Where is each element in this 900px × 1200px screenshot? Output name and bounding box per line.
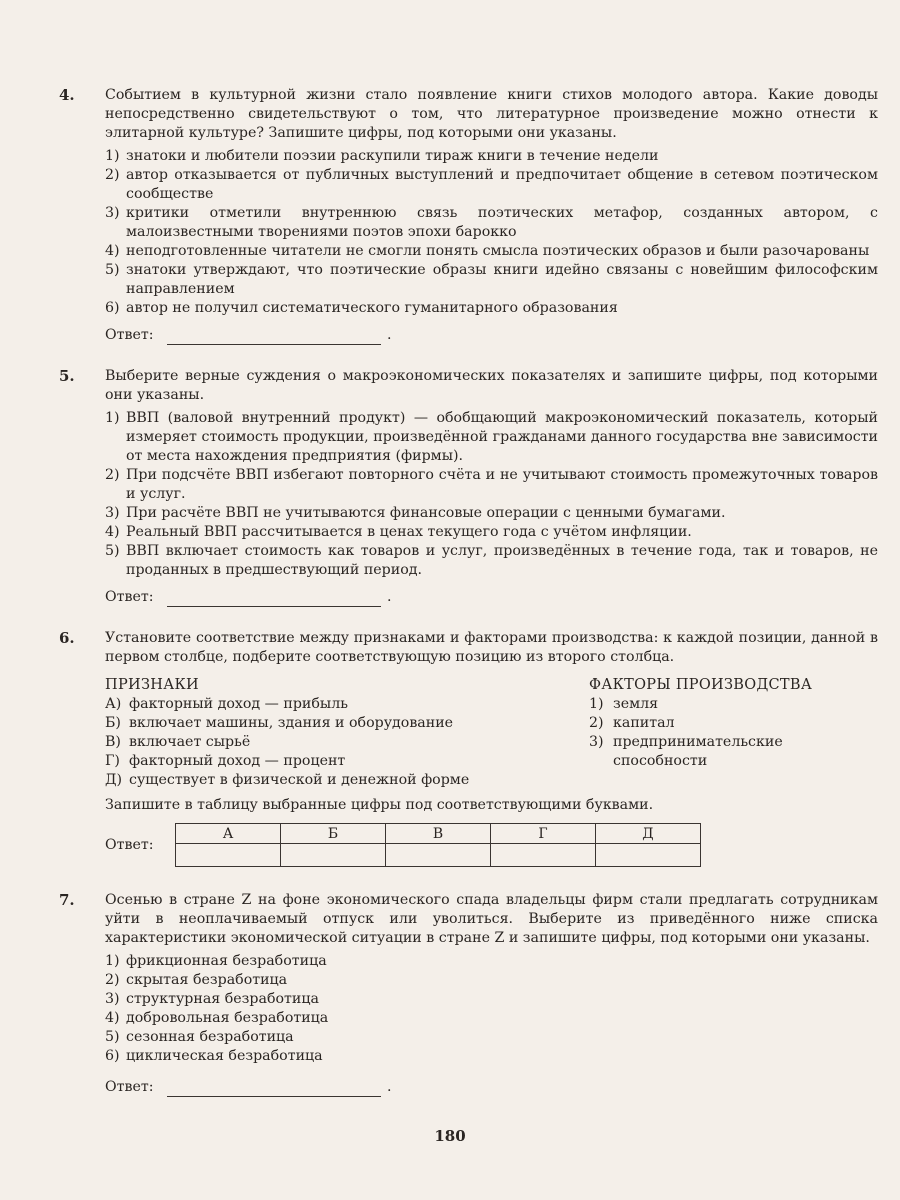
task-number: 6. — [59, 629, 75, 647]
task-5 — [59, 367, 878, 607]
task-number: 5. — [59, 367, 75, 385]
list-item: 6) автор не получил систематического гуманитарного образования — [105, 300, 618, 316]
matching-columns — [105, 677, 878, 790]
task-text: Событием в культурной жизни стало появление книги стихов молодого автора. Какие доводы непосредственно свидетельствуют о том, что литературное произведение можно отнести к элитарной культуре? Запишите цифры, под которыми они указаны. — [105, 87, 878, 141]
list-item: 3) предпринимательские способности — [589, 734, 783, 769]
list-item: 4) Реальный ВВП рассчитывается в ценах текущего года с учётом инфляции. — [105, 524, 692, 540]
answer-label: Ответ: — [105, 327, 154, 343]
task-6 — [59, 629, 878, 867]
list-item: 1) земля — [589, 696, 659, 712]
answer-label: Ответ: — [105, 589, 154, 605]
task-text: Осенью в стране Z на фоне экономического спада владельцы фирм стали предлагать сотрудникам уйти в неоплачиваемый отпуск или уволиться. Выберите из приведённого ниже списка характеристики экономической ситуации в стране Z и запишите цифры, под которыми они указаны. — [105, 892, 878, 946]
list-item: Б) включает машины, здания и оборудование — [105, 715, 454, 731]
list-item: 5) ВВП включает стоимость как товаров и услуг, произведённых в течение года, так и товаров, не проданных в предшествующий период. — [105, 543, 878, 578]
options-list — [105, 147, 878, 318]
answer-row: Ответ: . — [105, 327, 392, 343]
page-number: 180 — [434, 1127, 466, 1145]
list-item: 6) циклическая безработица — [105, 1048, 323, 1064]
task-number: 4. — [59, 86, 75, 104]
list-item: 4) добровольная безработица — [105, 1010, 329, 1026]
instruction: Запишите в таблицу выбранные цифры под соответствующими буквами. — [105, 797, 654, 813]
list-item: 2) автор отказывается от публичных выступлений и предпочитает общение в сетевом поэтическом сообществе — [105, 167, 878, 202]
table-header-cell: Г — [491, 824, 596, 844]
answer-field[interactable] — [167, 592, 381, 607]
options-list — [105, 409, 878, 580]
list-item: 2) скрытая безработица — [105, 972, 288, 988]
answer-cell[interactable] — [386, 844, 491, 867]
list-item: 1) ВВП (валовой внутренний продукт) — обобщающий макроэкономический показатель, который измеряет стоимость продукции, произведённой гражданами данного государства вне зависимости от места нахождения предприятия (фирмы). — [105, 410, 878, 464]
column-heading: ПРИЗНАКИ — [105, 677, 199, 693]
answer-table-row — [105, 823, 878, 867]
options-list — [105, 952, 878, 1066]
answer-label: Ответ: — [105, 837, 154, 853]
table-header-cell: Б — [281, 824, 386, 844]
list-item: 1) знатоки и любители поэзии раскупили тираж книги в течение недели — [105, 148, 659, 164]
list-item: 2) При подсчёте ВВП избегают повторного счёта и не учитывают стоимость промежуточных товаров и услуг. — [105, 467, 878, 502]
task-7 — [59, 891, 878, 1097]
answer-cell[interactable] — [491, 844, 596, 867]
list-item: Г) факторный доход — процент — [105, 753, 346, 769]
answer-label: Ответ: — [105, 1079, 154, 1095]
list-item: 5) знатоки утверждают, что поэтические образы книги идейно связаны с новейшим философским направлением — [105, 262, 878, 297]
answer-row: Ответ: . — [105, 1079, 392, 1095]
answer-field[interactable] — [167, 1082, 381, 1097]
table-header-cell: Д — [596, 824, 701, 844]
list-item: Д) существует в физической и денежной форме — [105, 772, 470, 788]
list-item: 5) сезонная безработица — [105, 1029, 294, 1045]
answer-cell[interactable] — [176, 844, 281, 867]
column-heading: ФАКТОРЫ ПРОИЗВОДСТВА — [589, 677, 813, 693]
answer-cell[interactable] — [596, 844, 701, 867]
task-text: Установите соответствие между признаками и факторами производства: к каждой позиции, данной в первом столбце, подберите соответствующую позицию из второго столбца. — [105, 630, 878, 665]
table-header-cell: А — [176, 824, 281, 844]
answer-row: Ответ: . — [105, 589, 392, 605]
task-text: Выберите верные суждения о макроэкономических показателях и запишите цифры, под которыми они указаны. — [105, 368, 878, 403]
list-item: 3) При расчёте ВВП не учитываются финансовые операции с ценными бумагами. — [105, 505, 726, 521]
table-header-cell: В — [386, 824, 491, 844]
answer-cell[interactable] — [281, 844, 386, 867]
list-item: 1) фрикционная безработица — [105, 953, 327, 969]
features-column — [105, 677, 575, 790]
list-item: 2) капитал — [589, 715, 675, 731]
list-item: 3) структурная безработица — [105, 991, 319, 1007]
list-item: В) включает сырьё — [105, 734, 251, 750]
answer-field[interactable] — [167, 330, 381, 345]
factors-column — [575, 677, 878, 790]
list-item: А) факторный доход — прибыль — [105, 696, 348, 712]
answer-table — [175, 823, 701, 867]
task-4 — [59, 86, 878, 345]
list-item: 3) критики отметили внутреннюю связь поэтических метафор, созданных автором, с малоизвестными творениями поэтов эпохи барокко — [105, 205, 878, 240]
list-item: 4) неподготовленные читатели не смогли понять смысла поэтических образов и были разочарованы — [105, 243, 870, 259]
task-number: 7. — [59, 891, 75, 909]
